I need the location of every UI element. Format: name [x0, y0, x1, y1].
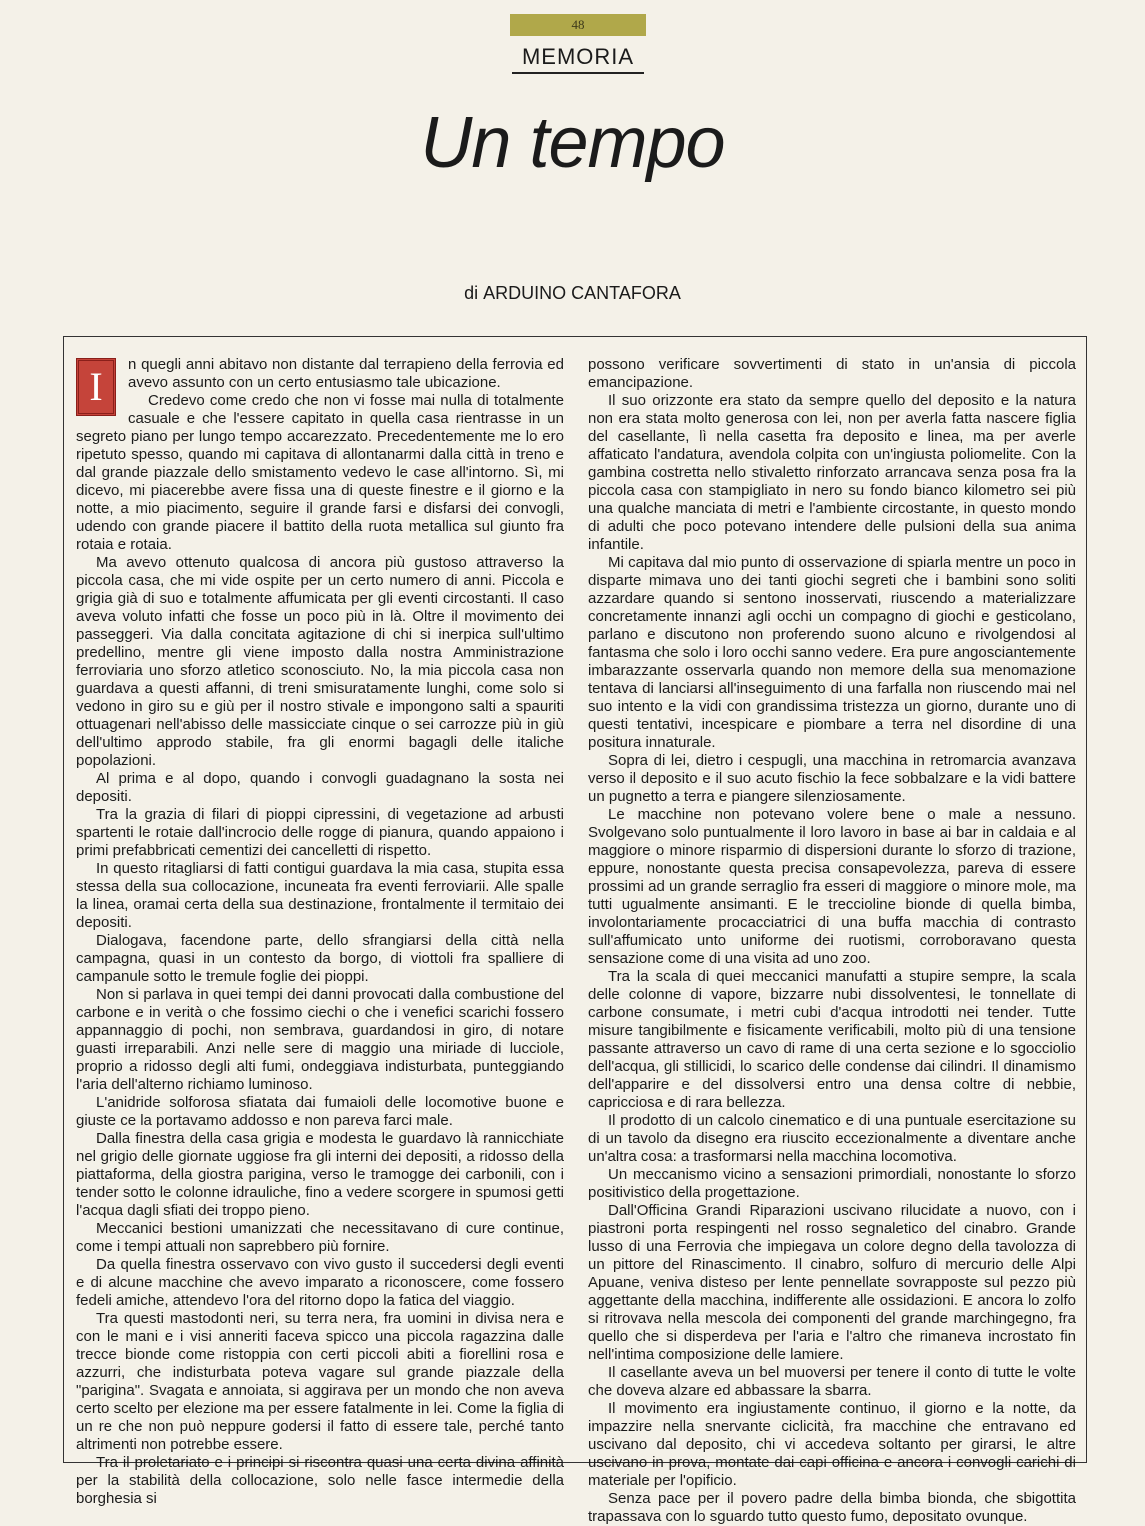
- section-heading: MEMORIA: [521, 44, 635, 69]
- paragraph: In questo ritagliarsi di fatti contigui guardava la mia casa, stupita essa stessa della sua collocazione, incuneata fra eventi ferroviarii. Alle spalle la linea, oramai certa della sua destinazione, frontalmente il termitaio dei depositi.: [76, 860, 564, 931]
- paragraph: Mi capitava dal mio punto di osservazione di spiarla mentre un poco in disparte mimava uno dei tanti giochi segreti che i bambini sono soliti azzardare quando si sentono inosservati, riuscendo a materializzare concretamente innanzi agli occhi un compagno di giochi e gesticolano, parlano e discutono non proferendo suono alcuno e rivolgendosi al fantasma che solo i loro occhi sanno vedere. Era pure angosciantemente imbarazzante osservarla quando non memore della sua menomazione tentava di lanciarsi all'inseguimento di una farfalla non riuscendo mai nel suo intento e la vidi con grandissima tristezza un giorno, durante uno di questi tentativi, incespicare e piombare a terra nel disordine di una positura innaturale.: [588, 554, 1076, 751]
- paragraph: Dalla finestra della casa grigia e modesta le guardavo là rannicchiate nel grigio delle giornate uggiose fra gli interni dei depositi, a ridosso della piattaforma, della giostra parigina, verso le tramogge dei carbonili, con i tender sotto le colonne idrauliche, fino a vedere scorgere in spumosi getti l'acqua dagli sfiati dei troppo pieno.: [76, 1130, 564, 1219]
- paragraph: Il suo orizzonte era stato da sempre quello del deposito e la natura non era stata molto generosa con lei, non per averla fatta nascere figlia del casellante, lì nella casetta fra deposito e linea, ma per averle affaticato l'andatura, avendola colpita con un'ingiusta poliomelite. Con la gambina costretta nello stivaletto rinforzato arrancava senza posa fra la piccola casa con stampigliato in nero su fondo bianco kilometro sei più una qualche manciata di metri e l'ambiente circostante, in questo mondo di adulti che poco potevano intendere delle pulsioni della sua anima infantile.: [588, 392, 1076, 553]
- paragraph: Sopra di lei, dietro i cespugli, una macchina in retromarcia avanzava verso il deposito e il suo acuto fischio la fece sobbalzare e la vidi battere un pugnetto a terra e piangere silenziosamente.: [588, 752, 1076, 805]
- paragraph: Il prodotto di un calcolo cinematico e di una puntuale esercitazione su di un tavolo da disegno era riuscito eccezionalmente a diventare anche un'altra cosa: a trasformarsi nella macchina locomotiva.: [588, 1112, 1076, 1165]
- paragraph: Un meccanismo vicino a sensazioni primordiali, nonostante lo sforzo positivistico della progettazione.: [588, 1166, 1076, 1201]
- paragraph: Dall'Officina Grandi Riparazioni uscivano rilucidate a nuovo, con i piastroni porta respingenti nel rosso segnaletico del cinabro. Grande lusso di una Ferrovia che impiegava un colore degno della tavolozza di un pittore del Rinascimento. Il cinabro, solfuro di mercurio delle Alpi Apuane, veniva disteso per lente pennellate sovrapposte sul pezzo più aggettante della macchina, indifferente alle ossidazioni. E ancora lo zolfo si ritrovava nella mescola dei componenti del grande marchingegno, fra quello che si disperdeva per l'aria e l'altro che rimaneva incrostato fin nell'intima composizione delle lamiere.: [588, 1202, 1076, 1363]
- paragraph: Credevo come credo che non vi fosse mai nulla di totalmente casuale e che l'essere capitato in quella casa rientrasse in un segreto piano per lungo tempo accarezzato. Precedentemente me lo ero ripetuto spesso, quando mi capitava di allontanarmi dalla città in treno e dal grande piazzale dello smistamento vedevo le case all'intorno. Sì, mi dicevo, mi piacerebbe avere fissa una di queste finestre e il giorno e la notte, a mio piacimento, seguire il grande farsi e disfarsi dei convogli, udendo con grande piacere il battito della ruota metallica sul giunto fra rotaia e rotaia.: [76, 392, 564, 553]
- paragraph: Al prima e al dopo, quando i convogli guadagnano la sosta nei depositi.: [76, 770, 564, 805]
- paragraph: Il casellante aveva un bel muoversi per tenere il conto di tutte le volte che doveva alzare ed abbassare la sbarra.: [588, 1364, 1076, 1399]
- paragraph: Non si parlava in quei tempi dei danni provocati dalla combustione del carbone e in verità o che fossimo ciechi o che i venefici scarichi fossero appannaggio di pochi, non sembrava, guardandosi in giro, di notare guasti irreparabili. Anzi nelle sere di maggio una miriade di lucciole, proprio a ridosso degli alti fumi, ondeggiava indisturbata, punteggiando l'aria dell'alterno richiamo luminoso.: [76, 986, 564, 1093]
- paragraph: Dialogava, facendone parte, dello sfrangiarsi della città nella campagna, quasi in un contesto da borgo, di viottoli fra spalliere di campanule sotto le tremule foglie dei pioppi.: [76, 932, 564, 985]
- drop-cap: I: [76, 358, 116, 416]
- paragraph: Tra la grazia di filari di pioppi cipressini, di vegetazione ad arbusti spartenti le rotaie dall'incrocio delle rogge di pianura, quando appaiono i primi prefabbricati cementizi dei cancelletti di rispetto.: [76, 806, 564, 859]
- paragraph: Tra il proletariato e i principi si riscontra quasi una certa divina affinità per la stabilità della collocazione, solo nelle fasce intermedie della borghesia si: [76, 1454, 564, 1507]
- paragraph: Tra la scala di quei meccanici manufatti a stupire sempre, la scala delle colonne di vapore, bizzarre nubi dissolventesi, le tonnellate di carbone consumate, i metri cubi d'acqua introdotti nei tender. Tutte misure tangibilmente e fisicamente verificabili, molto più di una tensione passante attraverso un cavo di rame di una certa sezione e lo sgocciolio dell'acqua, gli stillicidi, lo scarico delle condense dai cilindri. Il dinamismo dell'apparire e del dissolversi entro una densa coltre di nebbie, capricciosa e di rara bellezza.: [588, 968, 1076, 1111]
- right-column: [588, 356, 1076, 1526]
- paragraph: Da quella finestra osservavo con vivo gusto il succedersi degli eventi e di alcune macchine che avevo imparato a riconoscere, come fossero fedeli amiche, attendevo l'ora del ritorno dopo la fatica del viaggio.: [76, 1256, 564, 1309]
- section-underline: [512, 72, 644, 74]
- left-column: [76, 356, 564, 1508]
- paragraph: Il movimento era ingiustamente continuo, il giorno e la notte, da impazzire nella snervante ciclicità, fra macchine che entravano ed uscivano dal deposito, chi vi accedeva soltanto per girarsi, le altre uscivano in prova, montate dai capi officina e ancora i convogli carichi di materiale per l'opificio.: [588, 1400, 1076, 1489]
- byline: [0, 283, 1145, 304]
- article-title: Un tempo: [420, 103, 725, 183]
- paragraph: Le macchine non potevano volere bene o male a nessuno. Svolgevano solo puntualmente il loro lavoro in base ai bar in caldaia e al maggiore o minore risparmio di dispersioni durante lo sforzo di trazione, eppure, nonostante questa precisa consapevolezza, pareva di essere prossimi ad un grande serraglio fra esseri di maggiore o minore mole, ma tutti ugualmente ansimanti. E le treccioline bionde di quella bimba, involontariamente procacciatrici di una buffa macchia di contrasto sull'affumicato unto uniforme dei ruotismi, corroboravano questa sensazione come di una visita ad uno zoo.: [588, 806, 1076, 967]
- paragraph: possono verificare sovvertimenti di stato in un'ansia di piccola emancipazione.: [588, 356, 1076, 391]
- byline-author: ARDUINO CANTAFORA: [483, 283, 681, 303]
- paragraph: Senza pace per il povero padre della bimba bionda, che sbigottita trapassava con lo sguardo tutto questo fumo, depositato ovunque.: [588, 1490, 1076, 1525]
- byline-prefix: di: [464, 283, 479, 303]
- paragraph: Ma avevo ottenuto qualcosa di ancora più gustoso attraverso la piccola casa, che mi vide ospite per un certo numero di anni. Piccola e grigia già di suo e totalmente affumicata per gli eventi circostanti. Il caso aveva voluto infatti che fosse un poco più in là. Oltre il movimento dei passeggeri. Via dalla concitata agitazione di chi si inerpica sull'ultimo predellino, mentre gli viene imposto dalla nostra Amministrazione ferroviaria uno sforzo atletico sconosciuto. No, la mia piccola casa non guardava a questi affanni, di treni smisuratamente lunghi, come solo si vedono in giro su e giù per il nostro stivale e impongono salti a spauriti ottuagenari nell'abisso delle massicciate cinque o sei carrozze più in giù dell'ultimo approdo stabile, fra gli enormi bagagli delle italiche popolazioni.: [76, 554, 564, 769]
- page-number: 48: [510, 14, 646, 36]
- paragraph: Tra questi mastodonti neri, su terra nera, fra uomini in divisa nera e con le mani e i visi anneriti faceva spicco una piccola ragazzina dalle trecce bionde come ristoppia con certi piccoli abiti a fiorellini rosa e azzurri, che indisturbata poteva vagare sul grande piazzale della "parigina". Svagata e annoiata, si aggirava per un mondo che non aveva certo scelto per elezione ma per essere fatalmente in lei. Come la figlia di un re che non può neppure godersi il fatto di essere tale, perché tanto altrimenti non potrebbe essere.: [76, 1310, 564, 1453]
- paragraph: Meccanici bestioni umanizzati che necessitavano di cure continue, come i tempi attuali non saprebbero più fornire.: [76, 1220, 564, 1255]
- paragraph: L'anidride solforosa sfiatata dai fumaioli delle locomotive buone e giuste ce la portavamo addosso e non pareva farci male.: [76, 1094, 564, 1129]
- paragraph: n quegli anni abitavo non distante dal terrapieno della ferrovia ed avevo assunto con un certo entusiasmo tale ubicazione.: [128, 356, 564, 391]
